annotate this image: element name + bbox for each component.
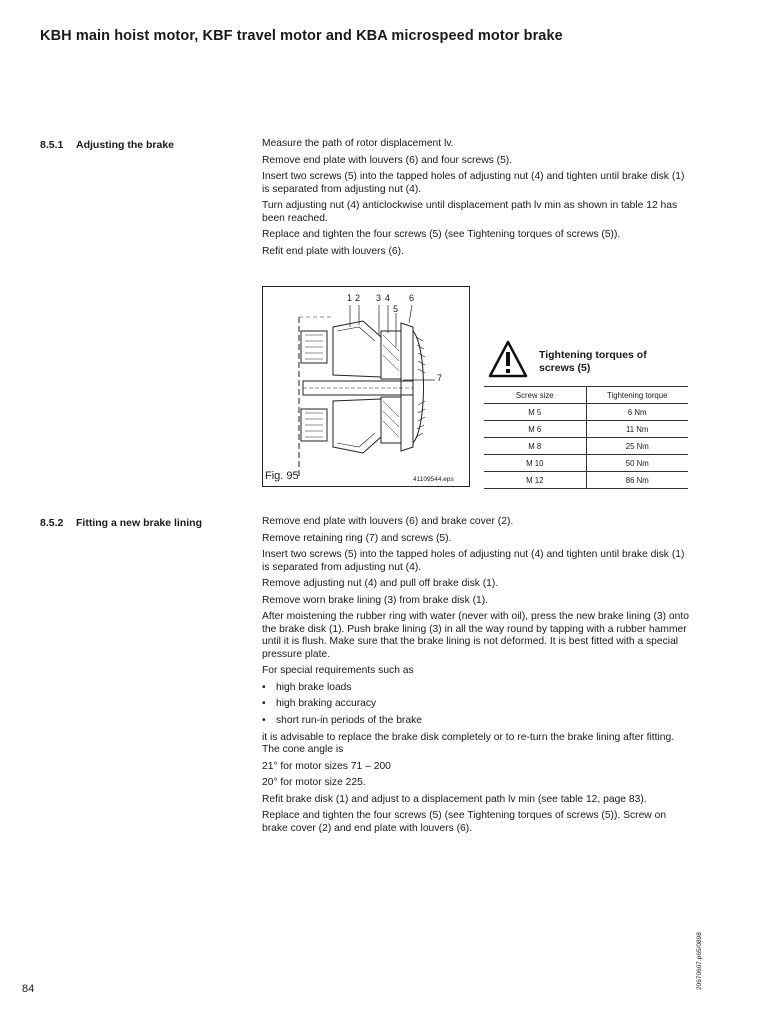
table-cell: 6 Nm — [586, 404, 688, 421]
figure-file-reference: 41109544.eps — [413, 476, 454, 483]
table-row — [484, 404, 688, 421]
paragraph: Measure the path of rotor displacement lv. — [262, 138, 454, 149]
section-title: Adjusting the brake — [76, 139, 175, 151]
document-id: 20670607.p65/0898 — [696, 932, 703, 990]
section-title: Fitting a new brake lining — [76, 517, 203, 529]
paragraph: Turn adjusting nut (4) anticlockwise until displacement path lv min as shown in table 12 has been reached. — [262, 200, 678, 224]
table-cell: M 10 — [484, 455, 586, 472]
table-row — [484, 472, 688, 489]
table-cell: 50 Nm — [586, 455, 688, 472]
table-row — [484, 455, 688, 472]
callout-1: 1 — [347, 293, 353, 303]
table-row — [484, 438, 688, 455]
bullet-text: high brake loads — [276, 681, 352, 693]
page-number: 84 — [22, 983, 35, 995]
paragraph: Refit end plate with louvers (6). — [262, 245, 404, 257]
paragraph: Remove retaining ring (7) and screws (5). — [262, 532, 452, 544]
table-cell: M 8 — [484, 438, 586, 455]
table-cell: 86 Nm — [586, 472, 688, 489]
section-number: 8.5.2 — [40, 517, 64, 529]
paragraph: Remove worn brake lining (3) from brake disk (1). — [262, 594, 489, 606]
paragraph: 20° for motor size 225. — [262, 777, 366, 789]
table-cell: 25 Nm — [586, 438, 688, 455]
paragraph: Remove end plate with louvers (6) and four screws (5). — [262, 154, 513, 166]
callout-6: 6 — [409, 293, 415, 303]
section-heading-8-5-1 — [40, 139, 174, 151]
bullet-icon: • — [262, 714, 266, 726]
table-header-row — [484, 387, 688, 404]
callout-4: 4 — [385, 293, 391, 303]
paragraph: Refit brake disk (1) and adjust to a displacement path lv min (see table 12, page 83). — [262, 793, 647, 805]
column-header: Screw size — [484, 387, 586, 404]
callout-2: 2 — [355, 293, 361, 303]
callout-5: 5 — [393, 304, 399, 314]
paragraph: Replace and tighten the four screws (5) (see Tightening torques of screws (5)). — [262, 229, 621, 241]
paragraph: Insert two screws (5) into the tapped holes of adjusting nut (4) and tighten until brake disk (1) is separated from adjusting nut (4). — [262, 549, 685, 573]
paragraph: Insert two screws (5) into the tapped holes of adjusting nut (4) and tighten until brake disk (1) is separated from adjusting nut (4). — [262, 171, 685, 195]
bullet-icon: • — [262, 681, 266, 693]
warning-title: Tightening torques of screws (5) — [539, 349, 647, 374]
callout-7: 7 — [437, 373, 443, 383]
bullet-item — [262, 682, 694, 694]
table-cell: M 6 — [484, 421, 586, 438]
bullet-text: short run-in periods of the brake — [276, 714, 422, 726]
paragraph: Replace and tighten the four screws (5) (see Tightening torques of screws (5)). Screw on brake cover (2) and end plate with louvers (6). — [262, 810, 667, 834]
torque-table — [484, 386, 688, 489]
figure-95 — [262, 286, 470, 487]
bullet-item — [262, 715, 694, 727]
paragraph: Remove adjusting nut (4) and pull off brake disk (1). — [262, 578, 499, 590]
bullet-item — [262, 698, 694, 710]
callout-3: 3 — [376, 293, 382, 303]
paragraph: For special requirements such as — [262, 665, 414, 677]
bullet-text: high braking accuracy — [276, 698, 377, 710]
section-heading-8-5-2 — [40, 517, 202, 529]
bullet-icon: • — [262, 698, 266, 710]
column-header: Tightening torque — [586, 387, 688, 404]
section-number: 8.5.1 — [40, 139, 64, 151]
table-cell: M 12 — [484, 472, 586, 489]
paragraph: 21° for motor sizes 71 – 200 — [262, 760, 391, 772]
paragraph: it is advisable to replace the brake disk completely or to re-turn the brake lining after fitting. The cone angle is — [262, 731, 675, 755]
paragraph: After moistening the rubber ring with water (never with oil), press the new brake lining (3) onto the brake disk (1). Push brake lining (3) in all the way round by tapping with a rubber hammer until it is flush. Make sure that the brake lining is not deformed. It is best fitted with a special pressure plate. — [262, 611, 689, 660]
paragraph: Remove end plate with louvers (6) and brake cover (2). — [262, 516, 514, 527]
table-cell: 11 Nm — [586, 421, 688, 438]
table-row — [484, 421, 688, 438]
page-title: KBH main hoist motor, KBF travel motor and KBA microspeed motor brake — [40, 28, 563, 44]
warning-icon — [488, 340, 528, 378]
table-cell: M 5 — [484, 404, 586, 421]
section-body-8-5-1 — [262, 138, 694, 262]
section-body-8-5-2 — [262, 516, 694, 839]
figure-caption: Fig. 95 — [265, 470, 299, 482]
brake-cross-section-drawing — [263, 287, 469, 486]
